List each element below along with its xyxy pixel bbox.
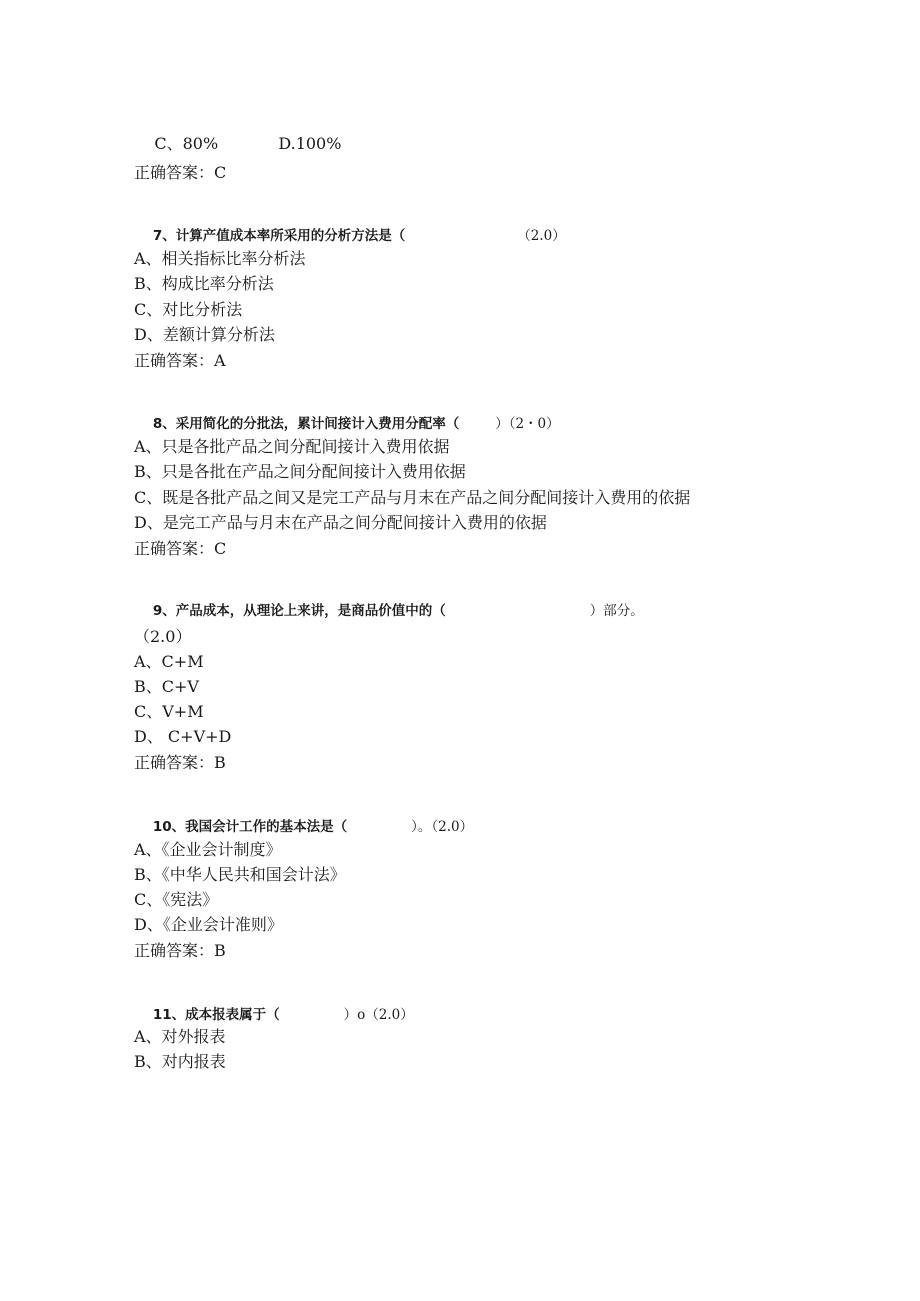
- question-9-close: ）部分。: [589, 603, 644, 619]
- question-11-option-a: A、对外报表: [134, 1027, 226, 1046]
- question-9-option-d: D、 C+V+D: [134, 727, 232, 746]
- question-7-option-c: C、对比分析法: [134, 300, 243, 319]
- question-7-answer: 正确答案：A: [134, 351, 226, 370]
- question-8-option-c: C、既是各批产品之间又是完工产品与月末在产品之间分配间接计入费用的依据: [134, 488, 691, 507]
- question-10-text: 10、我国会计工作的基本法是（: [152, 819, 348, 835]
- question-11-option-b: B、对内报表: [134, 1052, 226, 1071]
- question-11-close: ）o（2.0）: [343, 1007, 414, 1023]
- question-7-text: 7、计算产值成本率所采用的分析方法是（: [152, 228, 406, 244]
- question-7-option-a: A、相关指标比率分析法: [134, 249, 306, 268]
- question-8-text: 8、采用简化的分批法，累计间接计入费用分配率（: [152, 416, 460, 432]
- question-10-option-c: C、《宪法》: [134, 890, 219, 909]
- question-10-option-a: A、《企业会计制度》: [134, 840, 282, 859]
- question-9-option-b: B、C+V: [134, 677, 199, 696]
- question-9-text: 9、产品成本，从理论上来讲，是商品价值中的（: [152, 603, 446, 619]
- question-8-close: ）（2・0）: [495, 416, 560, 432]
- question-8-answer: 正确答案：C: [134, 539, 227, 558]
- prev-answer: 正确答案：C: [134, 163, 227, 182]
- option-c: C、80%: [154, 134, 219, 153]
- question-9-score: （2.0）: [134, 627, 192, 646]
- question-7-score: （2.0）: [517, 228, 566, 244]
- question-7-option-b: B、构成比率分析法: [134, 274, 274, 293]
- question-10-answer: 正确答案：B: [134, 941, 226, 960]
- question-10-option-b: B、《中华人民共和国会计法》: [134, 865, 346, 884]
- question-9-option-a: A、C+M: [134, 652, 204, 671]
- option-d: D.100%: [278, 134, 342, 153]
- question-10-close: ）。（2.0）: [411, 819, 474, 835]
- question-8-option-d: D、是完工产品与月末在产品之间分配间接计入费用的依据: [134, 513, 547, 532]
- question-8-option-a: A、只是各批产品之间分配间接计入费用依据: [134, 437, 450, 456]
- question-9-answer: 正确答案：B: [134, 753, 226, 772]
- question-9-title: [134, 584, 644, 638]
- question-9-option-c: C、V+M: [134, 702, 204, 721]
- question-7-option-d: D、差额计算分析法: [134, 325, 275, 344]
- question-10-option-d: D、《企业会计准则》: [134, 915, 283, 934]
- question-8-option-b: B、只是各批在产品之间分配间接计入费用依据: [134, 462, 466, 481]
- question-11-text: 11、成本报表属于（: [152, 1007, 280, 1023]
